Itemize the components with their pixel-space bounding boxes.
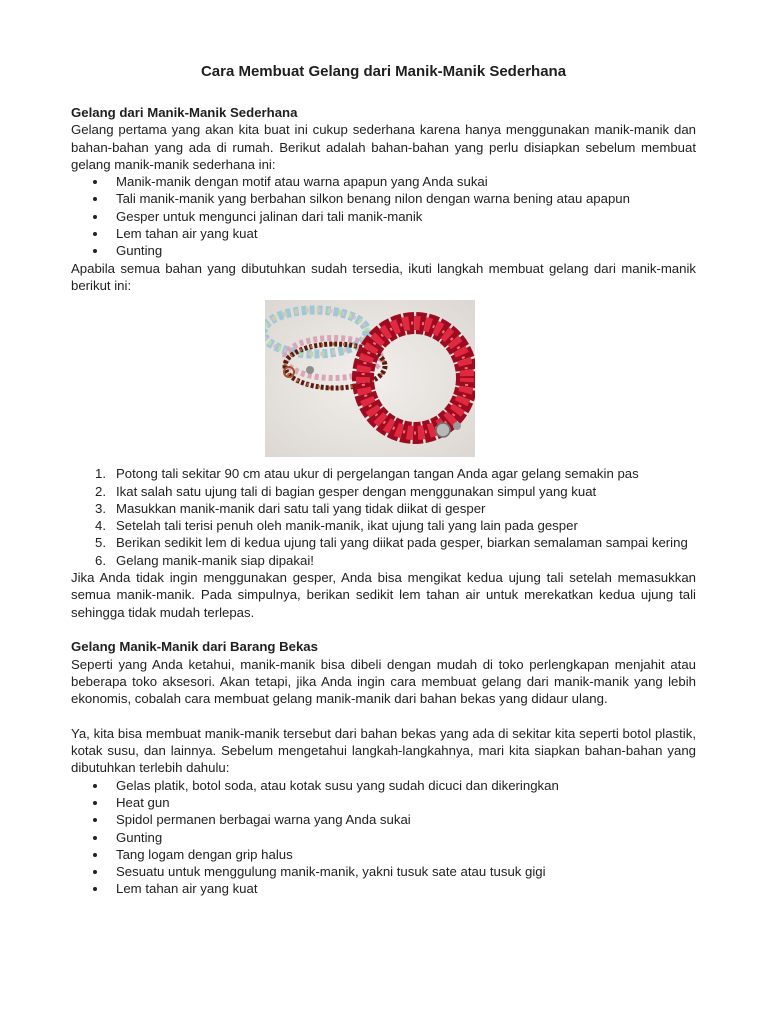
document-page — [71, 62, 696, 898]
list-item: Lem tahan air yang kuat — [71, 880, 696, 897]
list-item: Spidol permanen berbagai warna yang Anda sukai — [71, 811, 696, 828]
list-item: Gesper untuk mengunci jalinan dari tali manik-manik — [71, 208, 696, 225]
step-text: Ikat salah satu ujung tali di bagian gesper dengan menggunakan simpul yang kuat — [116, 483, 597, 499]
section1-after-materials: Apabila semua bahan yang dibutuhkan sudah tersedia, ikuti langkah membuat gelang dari manik-manik berikut ini: — [71, 260, 696, 293]
section2-para2: Ya, kita bisa membuat manik-manik tersebut dari bahan bekas yang ada di sekitar kita seperti botol plastik, kotak susu, dan lainnya. Sebelum mengetahui langkah-langkahnya, mari kita siapkan bahan-bahan yang dibutuhkan terlebih dahulu: — [71, 725, 696, 776]
section2-heading: Gelang Manik-Manik dari Barang Bekas — [71, 639, 318, 655]
step-text: Gelang manik-manik siap dipakai! — [116, 552, 314, 568]
section1-materials-list — [71, 173, 696, 259]
section2-para1: Seperti yang Anda ketahui, manik-manik bisa dibeli dengan mudah di toko perlengkapan menjahit atau beberapa toko aksesori. Akan tetapi, jika Anda ingin cara membuat gelang dari manik-manik yang lebih ekonomis, cobalah cara membuat gelang manik-manik dari bahan bekas yang didaur ulang. — [71, 656, 696, 707]
list-item: Sesuatu untuk menggulung manik-manik, yakni tusuk sate atau tusuk gigi — [71, 863, 696, 880]
list-item: Tali manik-manik yang berbahan silkon benang nilon dengan warna bening atau apapun — [71, 190, 696, 207]
step-text: Masukkan manik-manik dari satu tali yang tidak diikat di gesper — [116, 500, 486, 516]
list-item: Tang logam dengan grip halus — [71, 846, 696, 863]
list-item: 6. Gelang manik-manik siap dipakai! — [95, 552, 314, 568]
section1-intro: Gelang pertama yang akan kita buat ini cukup sederhana karena hanya menggunakan manik-manik dan bahan-bahan yang ada di rumah. Berikut adalah bahan-bahan yang perlu disiapkan sebelum membuat gelang manik-manik sederhana ini: — [71, 122, 696, 172]
list-item: Heat gun — [71, 794, 696, 811]
list-item: Manik-manik dengan motif atau warna apapun yang Anda sukai — [71, 173, 696, 190]
section2-materials-list — [71, 777, 696, 898]
list-item: 5. Berikan sedikit lem di kedua ujung tali yang diikat pada gesper, biarkan semalaman sampai kering — [95, 535, 688, 551]
step-text: Setelah tali terisi penuh oleh manik-manik, ikat ujung tali yang lain pada gesper — [116, 518, 578, 534]
list-item: Gunting — [71, 829, 696, 846]
bracelet-photo — [265, 300, 475, 457]
list-item: 4. Setelah tali terisi penuh oleh manik-manik, ikat ujung tali yang lain pada gesper — [95, 518, 578, 534]
list-item: Gelas platik, botol soda, atau kotak susu yang sudah dicuci dan dikeringkan — [71, 777, 696, 794]
list-item: 2. Ikat salah satu ujung tali di bagian gesper dengan menggunakan simpul yang kuat — [95, 483, 597, 499]
list-item: 1. Potong tali sekitar 90 cm atau ukur di pergelangan tangan Anda agar gelang semakin pas — [95, 466, 639, 482]
bracelet-illustration — [265, 300, 475, 457]
section1-heading: Gelang dari Manik-Manik Sederhana — [71, 105, 298, 120]
list-item: 3. Masukkan manik-manik dari satu tali yang tidak diikat di gesper — [95, 500, 486, 516]
section1-steps-list — [71, 465, 696, 569]
step-text: Potong tali sekitar 90 cm atau ukur di pergelangan tangan Anda agar gelang semakin pas — [116, 466, 639, 482]
page-title: Cara Membuat Gelang dari Manik-Manik Sederhana — [200, 63, 567, 80]
section1-closing: Jika Anda tidak ingin menggunakan gesper, Anda bisa mengikat kedua ujung tali setelah memasukkan semua manik-manik. Pada simpulnya, berikan sedikit lem tahan air untuk merekatkan kedua ujung tali sehingga tidak mudah terlepas. — [71, 570, 696, 620]
list-item: Gunting — [71, 242, 696, 259]
list-item: Lem tahan air yang kuat — [71, 225, 696, 242]
step-text: Berikan sedikit lem di kedua ujung tali yang diikat pada gesper, biarkan semalaman sampai kering — [116, 535, 688, 551]
